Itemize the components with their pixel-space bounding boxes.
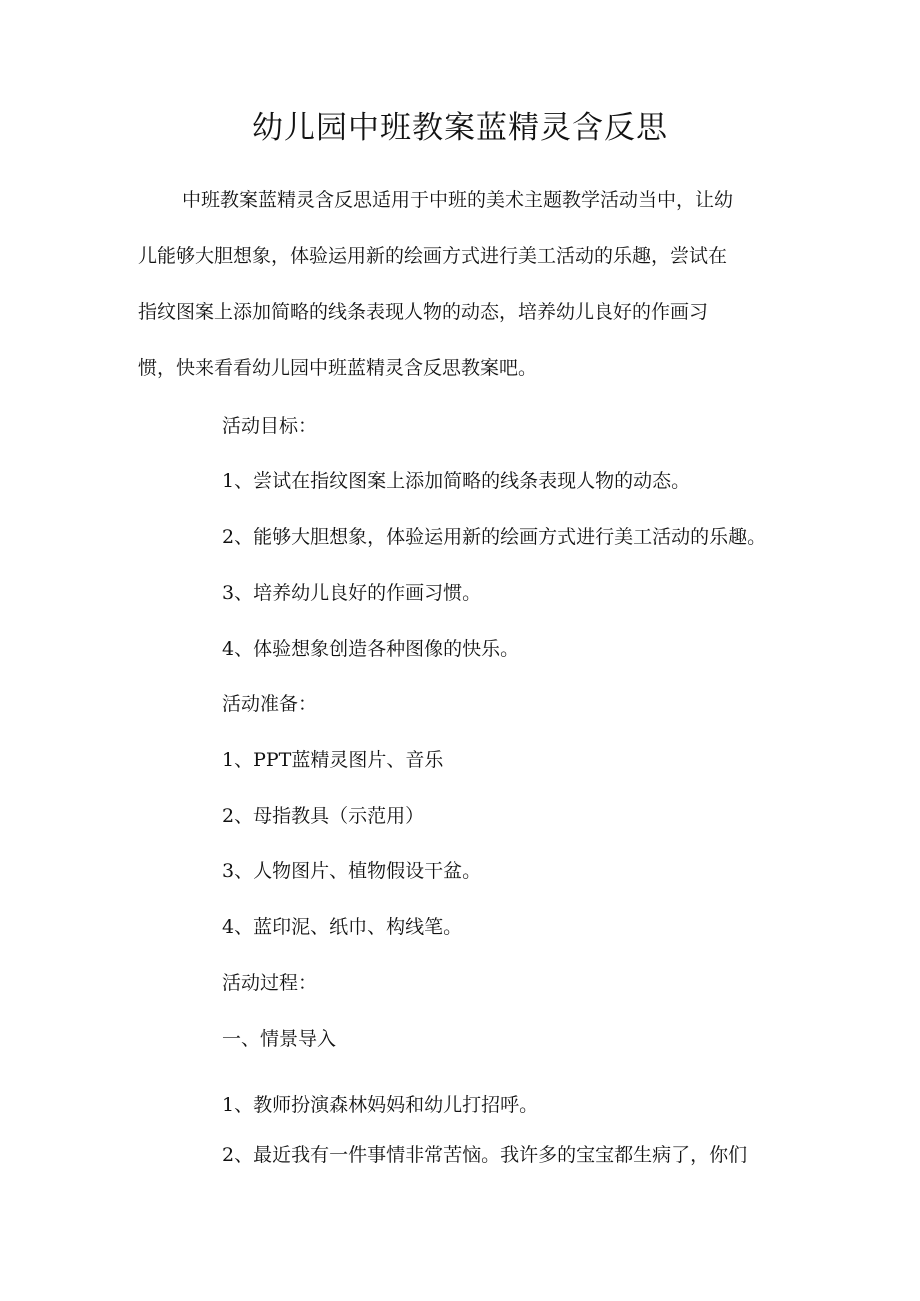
preparation-item-1: 1、PPT蓝精灵图片、音乐 xyxy=(222,749,444,771)
preparation-item-3: 3、人物图片、植物假设干盆。 xyxy=(222,860,482,882)
intro-line-3: 指纹图案上添加简略的线条表现人物的动态，培养幼儿良好的作画习 xyxy=(138,301,709,323)
document-title: 幼儿园中班教案蓝精灵含反思 xyxy=(252,110,668,146)
intro-line-4: 惯，快来看看幼儿园中班蓝精灵含反思教案吧。 xyxy=(138,357,538,379)
preparation-item-2: 2、母指教具（示范用） xyxy=(222,805,425,827)
goal-item-2: 2、能够大胆想象，体验运用新的绘画方式进行美工活动的乐趣。 xyxy=(222,526,767,548)
goal-item-1: 1、尝试在指纹图案上添加简略的线条表现人物的动态。 xyxy=(222,470,691,492)
preparation-item-4: 4、蓝印泥、纸巾、构线笔。 xyxy=(222,916,463,938)
process-section-1: 一、情景导入 xyxy=(222,1028,337,1050)
process-item-2: 2、最近我有一件事情非常苦恼。我许多的宝宝都生病了，你们 xyxy=(222,1144,748,1166)
goal-item-3: 3、培养幼儿良好的作画习惯。 xyxy=(222,582,482,604)
goal-item-4: 4、体验想象创造各种图像的快乐。 xyxy=(222,638,520,660)
process-item-1: 1、教师扮演森林妈妈和幼儿打招呼。 xyxy=(222,1094,539,1116)
preparation-heading: 活动准备： xyxy=(222,693,318,715)
process-heading: 活动过程： xyxy=(222,972,318,994)
goals-heading: 活动目标： xyxy=(222,415,318,437)
intro-line-2: 儿能够大胆想象，体验运用新的绘画方式进行美工活动的乐趣，尝试在 xyxy=(138,245,728,267)
intro-line-1: 中班教案蓝精灵含反思适用于中班的美术主题教学活动当中，让幼 xyxy=(182,189,734,211)
